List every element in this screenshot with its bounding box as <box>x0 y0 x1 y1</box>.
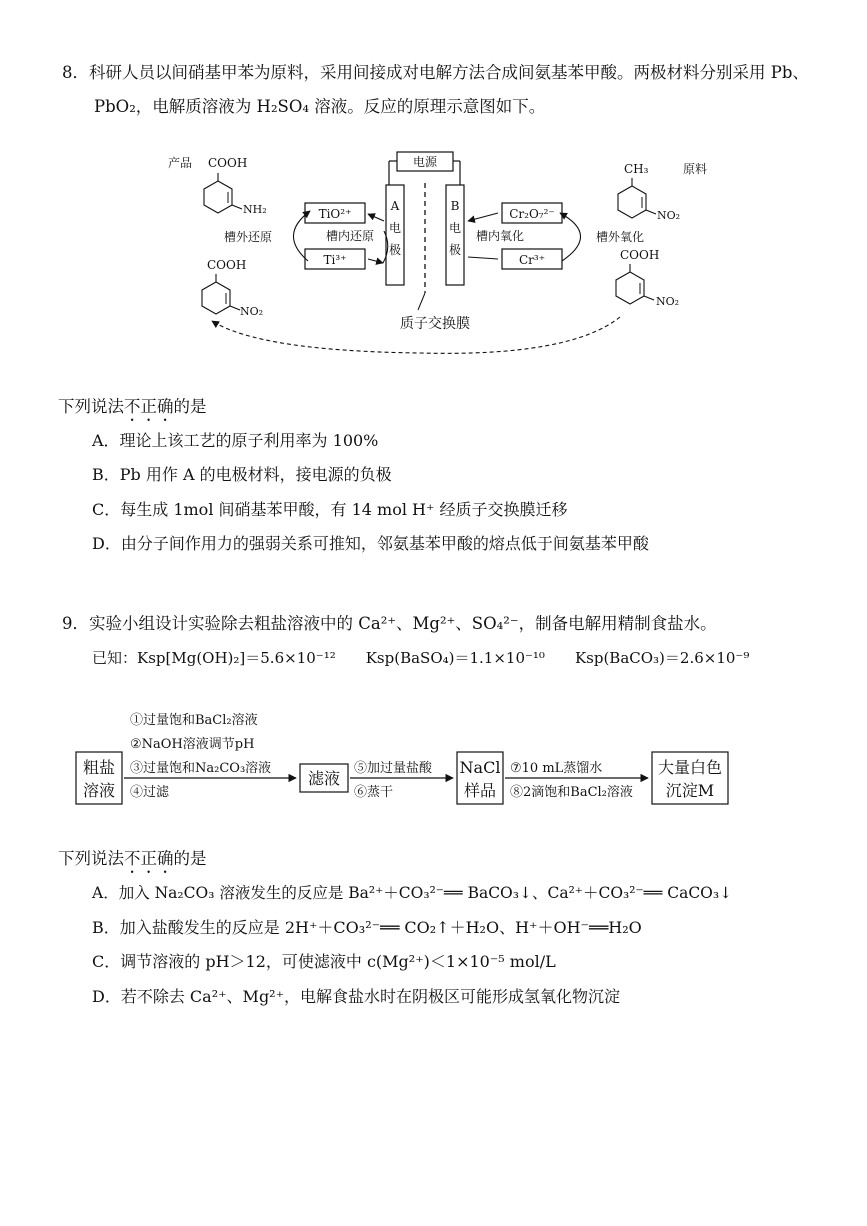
svg-text:NO₂: NO₂ <box>656 295 680 308</box>
svg-text:①过量饱和BaCl₂溶液: ①过量饱和BaCl₂溶液 <box>130 713 258 728</box>
svg-text:溶液: 溶液 <box>82 781 116 800</box>
svg-text:B: B <box>450 199 460 213</box>
outer-reduce-arrow <box>293 211 310 261</box>
q9-flowchart <box>70 700 740 812</box>
svg-text:⑧2滴饱和BaCl₂溶液: ⑧2滴饱和BaCl₂溶液 <box>510 785 633 800</box>
outer-oxidize-label: 槽外氧化 <box>595 230 645 244</box>
q8-option-c: C．每生成 1mol 间硝基苯甲酸，有 14 mol H⁺ 经质子交换膜迁移 <box>92 500 568 519</box>
svg-text:电: 电 <box>448 221 462 235</box>
q8-option-b: B．Pb 用作 A 的电极材料，接电源的负极 <box>92 465 392 484</box>
svg-text:TiO²⁺: TiO²⁺ <box>318 207 352 221</box>
q8-option-d: D．由分子间作用力的强弱关系可推知，邻氨基苯甲酸的熔点低于间氨基苯甲酸 <box>92 534 649 553</box>
svg-text:CH₃: CH₃ <box>624 162 649 176</box>
q8-stem-line2: PbO₂，电解质溶液为 H₂SO₄ 溶液。反应的原理示意图如下。 <box>94 97 546 116</box>
inner-reduce-label: 槽内还原 <box>325 229 375 243</box>
svg-text:滤液: 滤液 <box>307 769 341 788</box>
svg-text:样品: 样品 <box>463 781 497 800</box>
q9-stem-line1: 9．实验小组设计实验除去粗盐溶液中的 Ca²⁺、Mg²⁺、SO₄²⁻，制备电解用精制食盐水。 <box>62 614 717 633</box>
q9-option-b: B．加入盐酸发生的反应是 2H⁺＋CO₃²⁻══ CO₂↑＋H₂O、H⁺＋OH⁻══H₂O <box>92 918 642 937</box>
membrane-label: 质子交换膜 <box>400 316 470 332</box>
q8-option-a: A．理论上该工艺的原子利用率为 100% <box>92 431 379 450</box>
q9-option-c: C．调节溶液的 pH＞12，可使滤液中 c(Mg²⁺)＜1×10⁻⁵ mol/L <box>92 952 556 971</box>
svg-text:NaCl: NaCl <box>459 758 501 777</box>
svg-text:④过滤: ④过滤 <box>130 785 170 800</box>
svg-text:②NaOH溶液调节pH: ②NaOH溶液调节pH <box>130 737 255 752</box>
svg-text:COOH: COOH <box>207 258 247 272</box>
svg-text:NO₂: NO₂ <box>240 305 264 318</box>
svg-text:沉淀M: 沉淀M <box>665 781 715 800</box>
power-source-label: 电源 <box>412 155 438 169</box>
q9-known-ksp: 已知：Ksp[Mg(OH)₂]＝5.6×10⁻¹² Ksp(BaSO₄)＝1.1×10⁻¹⁰ Ksp(BaCO₃)＝2.6×10⁻⁹ <box>92 649 750 667</box>
q8-prompt: 下列说法不正确的是 <box>58 397 207 416</box>
svg-text:③过量饱和Na₂CO₃溶液: ③过量饱和Na₂CO₃溶液 <box>130 761 272 776</box>
svg-text:NO₂: NO₂ <box>657 209 681 222</box>
q9-option-d: D．若不除去 Ca²⁺、Mg²⁺，电解食盐水时在阴极区可能形成氢氧化物沉淀 <box>92 987 621 1006</box>
svg-text:大量白色: 大量白色 <box>657 758 723 777</box>
svg-text:⑥蒸干: ⑥蒸干 <box>354 785 394 800</box>
svg-text:Ti³⁺: Ti³⁺ <box>323 253 347 267</box>
svg-text:Cr³⁺: Cr³⁺ <box>518 253 546 267</box>
q9-prompt: 下列说法不正确的是 <box>58 849 207 868</box>
q8-electrolysis-diagram <box>150 145 730 375</box>
svg-text:⑦10 mL蒸馏水: ⑦10 mL蒸馏水 <box>510 761 603 776</box>
raw-material-label: 原料 <box>683 162 708 176</box>
svg-text:COOH: COOH <box>208 156 248 170</box>
outer-reduce-label: 槽外还原 <box>223 230 273 244</box>
svg-text:极: 极 <box>388 243 402 257</box>
svg-text:电: 电 <box>388 221 402 235</box>
svg-text:A: A <box>390 199 400 213</box>
svg-text:⑤加过量盐酸: ⑤加过量盐酸 <box>354 761 433 776</box>
q9-option-a: A．加入 Na₂CO₃ 溶液发生的反应是 Ba²⁺＋CO₃²⁻══ BaCO₃↓、Ca²⁺＋CO₃²⁻══ CaCO₃↓ <box>92 884 733 902</box>
svg-text:COOH: COOH <box>620 248 660 262</box>
inner-oxidize-label: 槽内氧化 <box>475 229 525 243</box>
product-label: 产品 <box>167 156 193 170</box>
q8-stem-line1: 8．科研人员以间硝基甲苯为原料，采用间接成对电解方法合成间氨基苯甲酸。两极材料分别采用 Pb、 <box>62 63 809 82</box>
outer-oxidize-arrow <box>560 213 581 261</box>
svg-text:Cr₂O₇²⁻: Cr₂O₇²⁻ <box>509 207 555 221</box>
svg-text:NH₂: NH₂ <box>243 203 267 216</box>
svg-text:极: 极 <box>448 243 462 257</box>
svg-text:粗盐: 粗盐 <box>82 758 116 777</box>
